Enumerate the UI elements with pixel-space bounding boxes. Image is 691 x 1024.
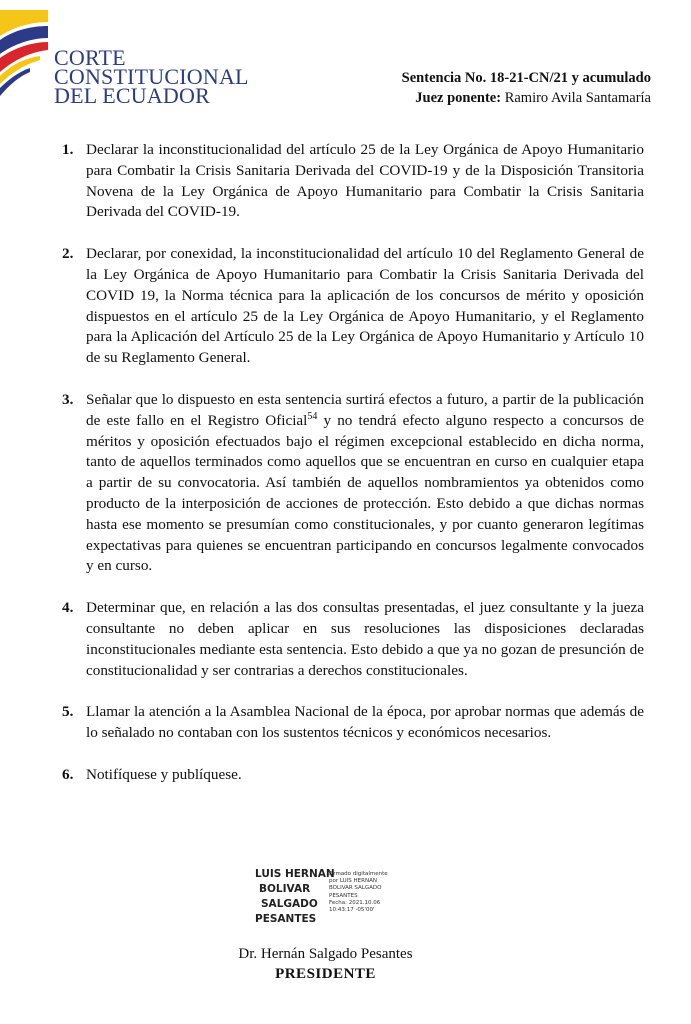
document-header [402,68,651,108]
signature-name [255,867,335,927]
sentencia-number: Sentencia No. 18-21-CN/21 y acumulado [401,70,651,86]
item-number: 2. [62,245,74,263]
item-text: Determinar que, en relación a las dos consultas presentadas, el juez consultante y la jueza consultante no deben aplicar en sus resoluciones las disposiciones declaradas inconstitucionales mediante esta sentencia. Esto debido a que ya no gozan de presunción de constitucionalidad y ser contrarias a derechos constitucionales. [86,599,644,679]
signature-detail-line: PESANTES [329,892,358,899]
signature-detail-line: 10:43:17 -05'00' [329,907,375,914]
list-item [62,702,644,744]
signature-name-line: PESANTES [255,913,317,925]
signature-detail-line: Fecha: 2021.10.06 [329,899,381,906]
signatory-role: PRESIDENTE [275,966,376,982]
item-text: Llamar la atención a la Asamblea Nacional de la época, por aprobar normas que además de lo señalado no contaban con los sustentos técnicos y económicos necesarios. [86,703,644,742]
logo-line-corte: CORTE [54,45,126,70]
list-item [62,390,644,577]
footnote-marker: 54 [307,410,318,422]
item-text: Declarar, por conexidad, la inconstitucionalidad del artículo 10 del Reglamento General de la Ley Orgánica de Apoyo Humanitario para Combatir la Crisis Sanitaria Derivada del COVID 19, la Norma técnica para la aplicación de los concursos de mérito y oposición dispuestos en el artículo 25 de la Ley Orgánica de Apoyo Humanitario, y el Reglamento para la Aplicación del Artículo 25 de la Ley Orgánica de Apoyo Humanitario y Artículo 10 de su Reglamento General. [86,245,644,367]
signature-detail-line: BOLIVAR SALGADO [329,885,382,892]
resolution-list [62,140,644,807]
item-number: 6. [62,765,74,783]
digital-signature [255,867,425,929]
item-text-continued: y no tendrá efecto alguno respecto a concursos de méritos y oposición efectuados bajo el régimen excepcional establecido en dicha norma, tanto de aquellos terminados como aquellos que se encuentran en curso en cualquier etapa a partir de su convocatoria. Así también de aquellos nombramientos ya obtenidos como producto de la interposición de acciones de protección. Esto debido a que dichas normas hasta ese momento se presumían como constitucionales, y por cuanto generaron legítimas expectativas para quienes se encuentran participando en concursos legalmente convocados y en curso. [86,411,644,575]
signature-detail-line: por LUIS HERNAN [329,878,377,885]
item-number: 5. [62,703,74,721]
list-item [62,140,644,223]
item-number: 3. [62,390,74,408]
judge-name: Ramiro Avila Santamaría [504,90,651,106]
signature-name-line: SALGADO [261,898,318,910]
signature-name-line: LUIS HERNAN [255,868,335,880]
logo-line-ecuador: DEL ECUADOR [54,83,210,108]
logo-line-constitucional: CONSTITUCIONAL [54,64,249,89]
item-number: 4. [62,599,74,617]
judge-line [402,88,651,108]
item-text: Declarar la inconstitucionalidad del artículo 25 de la Ley Orgánica de Apoyo Humanitario para Combatir la Crisis Sanitaria Derivada del COVID-19 y de la Disposición Transitoria Novena de la Ley Orgánica de Apoyo Humanitario para Combatir la Crisis Sanitaria Derivada del COVID-19. [86,141,644,221]
signature-detail [329,871,388,914]
item-text: Notifíquese y publíquese. [86,765,242,783]
signature-detail-line: Firmado digitalmente [329,871,388,877]
list-item [62,765,644,786]
judge-label: Juez ponente: [415,90,502,106]
list-item [62,244,644,369]
item-number: 1. [62,141,74,158]
signatory-name: Dr. Hernán Salgado Pesantes [238,946,413,962]
list-item [62,598,644,681]
court-emblem-icon [0,0,60,110]
court-logo [0,0,249,110]
item-text: Señalar que lo dispuesto en esta sentencia surtirá efectos a futuro, a partir de la publicación de este fallo en el Registro Oficial [86,390,644,429]
signature-name-line: BOLIVAR [259,883,311,895]
